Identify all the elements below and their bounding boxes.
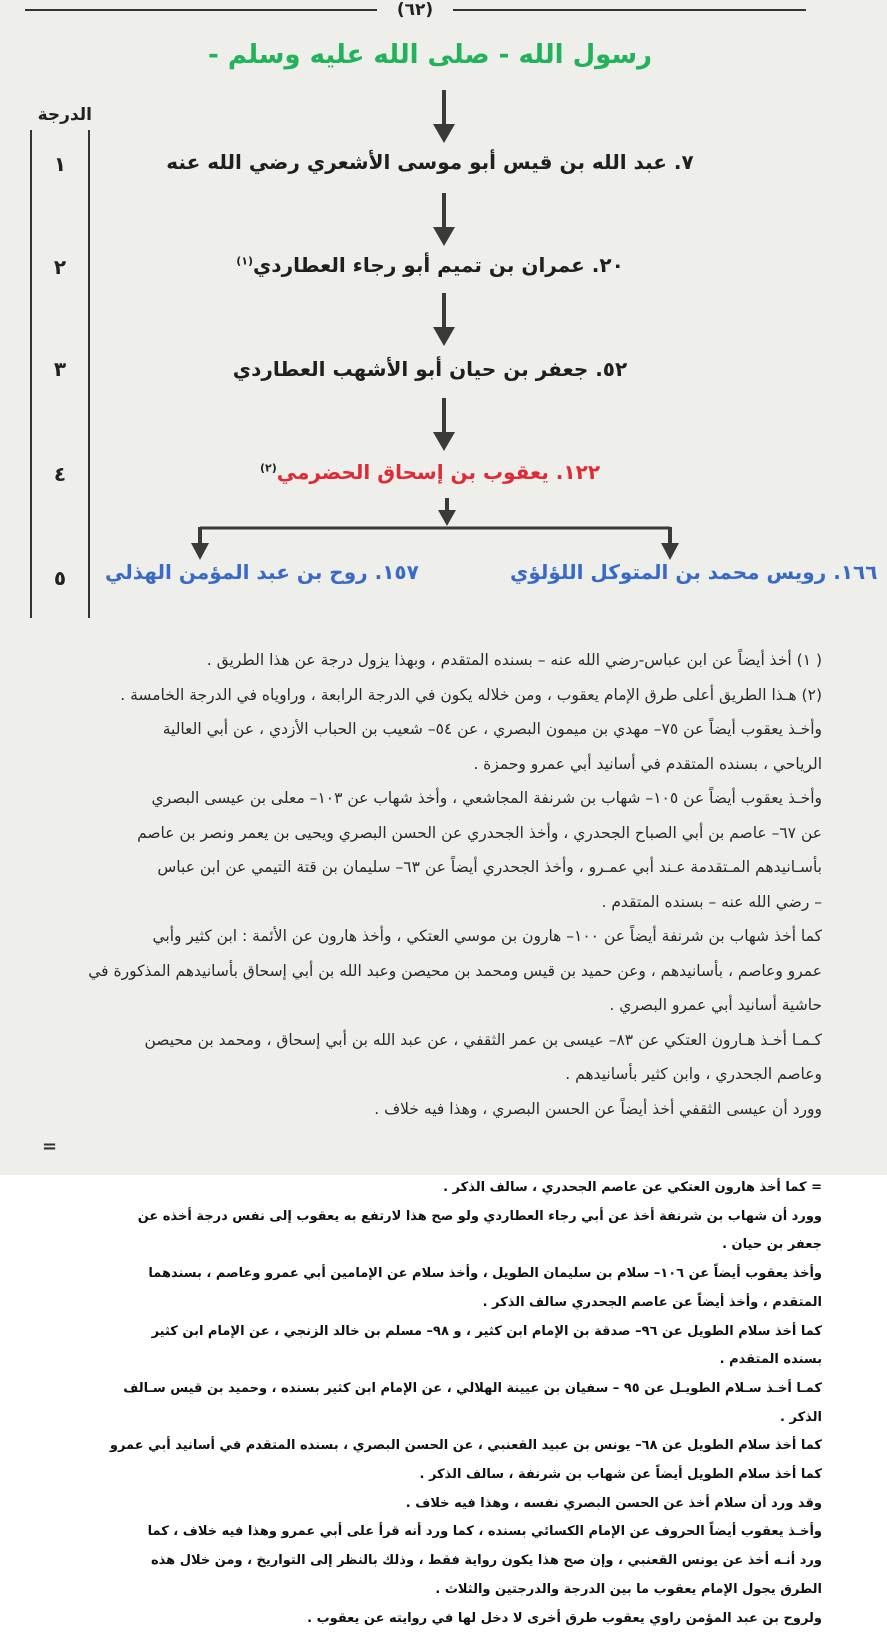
degree-number: ٢ [53,255,67,279]
note-line: (٢) هـذا الطريق أعلى طرق الإمام يعقوب ، ومن خلاله يكون في الدرجة الرابعة ، وراوياه في الدرجة الخامسة . [120,685,822,704]
note-line: وقد ورد أن سلام أخذ عن الحسن البصري نفسه ، وهذا فيه خلاف . [405,1495,822,1511]
note-line: كـمـا أخـذ هـارون العتكي عن ٨٣– عيسى بن عمر الثقفي ، عن عبد الله بن أبي إسحاق ، ومحمد بن محيصن [144,1030,822,1049]
continuation-mark: = [42,1136,58,1157]
degree-column-line [88,130,90,618]
page-number: (٦٢) [396,0,434,20]
note-line: وعاصم الجحدري ، وابن كثير بأسانيدهم . [565,1065,822,1083]
down-arrow-icon [429,398,459,453]
note-line: بسنده المتقدم . [719,1352,822,1368]
degree-number: ٤ [53,462,67,486]
note-line: عمرو وعاصم ، بأسانيدهم ، وعن حميد بن قيس ومحمد بن محيصن وعبد الله بن أبي إسحاق بأسانيدهم المذكورة في [88,961,822,980]
top-rule-right [453,9,806,11]
top-rule-left [25,9,377,11]
branch-left: ١٥٧. روح بن عبد المؤمن الهذلي [105,560,419,584]
note-line: كما أخذ سلام الطويل عن ٦٨– يونس بن عبيد القعنبي ، عن الحسن البصري ، بسنده المتقدم في أسانيد أبي عمرو [109,1438,822,1454]
note-line: = كما أخذ هارون العتكي عن عاصم الجحدري ، سالف الذكر . [443,1180,822,1195]
note-line: المتقدم ، وأخذ أيضاً عن عاصم الجحدري سالف الذكر . [482,1294,822,1310]
note-line: كمـا أخـذ سـلام الطويـل عن ٩٥ – سفيان بن عيينة الهلالي ، عن الإمام ابن كثير بسنده ، وحميد بن قيس سـالف [123,1380,822,1396]
note-line: وورد أن شهاب بن شرنفة أخذ عن أبي رجاء العطاردي ولو صح هذا لارتفع به يعقوب إلى نفس درجة أخذه عن [137,1208,822,1224]
note-line: وأخـذ يعقوب أيضاً عن ١٠٥– شهاب بن شرنفة المجاشعي ، وأخذ شهاب عن ١٠٣– معلى بن عيسى البصري [151,789,822,807]
note-line: جعفر بن حيان . [722,1237,822,1253]
degree-number: ١ [53,152,67,176]
chain-title: رسول الله - صلى الله عليه وسلم - [208,40,652,70]
note-line: الرياحي ، بسنده المتقدم في أسانيد أبي عمرو وحمزة . [473,754,822,773]
branch-right: ١٦٦. رويس محمد بن المتوكل اللؤلؤي [510,560,878,584]
note-line: ورد أنـه أخذ عن يونس القعنبي ، وإن صح هذا يكون رواية فقط ، وذلك بالنظر إلى التواريخ ، ومن خلال هذه [150,1553,822,1569]
chain-node-3: ٥٢. جعفر بن حيان أبو الأشهب العطاردي [232,357,628,381]
footnote-ref: (١) [236,254,253,268]
note-line: عن ٦٧– عاصم بن أبي الصباح الجحدري ، وأخذ الجحدري عن الحسن البصري ويحيى بن يعمر ونصر بن عاصم [137,823,822,842]
note-line: وأخذ يعقوب أيضاً عن ١٠٦– سلام بن سليمان الطويل ، وأخذ سلام عن الإمامين أبي عمرو وعاصم ، بسندهما [148,1266,822,1282]
note-line: وأخـذ يعقوب أيضاً عن ٧٥– مهدي بن ميمون البصري ، عن ٥٤– شعيب بن الحباب الأزدي ، عن أبي العالية [162,720,822,738]
note-line: حاشية أسانيد أبي عمرو البصري . [609,996,822,1014]
chain-node-2: ٢٠. عمران بن تميم أبو رجاء العطاردي$^{(١)}$ [236,253,624,277]
note-line: الطرق يجول الإمام يعقوب ما بين الدرجة والدرجتين والثلاث . [435,1581,822,1597]
note-line: ولروح بن عبد المؤمن راوي يعقوب طرق أخرى لا دخل لها في روايته عن يعقوب . [307,1610,822,1626]
footnotes-top [20,643,822,1126]
down-arrow-icon [429,293,459,348]
note-line: وورد أن عيسى الثقفي أخذ أيضاً عن الحسن البصري ، وهذا فيه خلاف . [374,1099,822,1118]
note-line: – رضي الله عنه – بسنده المتقدم . [601,892,822,911]
down-arrow-icon [429,193,459,248]
note-line: الذكر . [780,1409,822,1425]
footnotes-bottom [20,1174,822,1633]
degree-header: الدرجة [37,105,92,125]
degree-number: ٥ [53,566,67,590]
degree-number: ٣ [53,357,67,381]
branch-connector [180,498,690,563]
down-arrow-icon [429,90,459,145]
chain-node-1: ٧. عبد الله بن قيس أبو موسى الأشعري رضي الله عنه [166,150,694,174]
note-line: وأخـذ يعقوب أيضاً الحروف عن الإمام الكسائي بسنده ، كما ورد أنه قرأ على أبي عمرو وهذا فيه خلاف ، كما [147,1524,822,1540]
note-line: ( ١) أخذ أيضاً عن ابن عباس-رضي الله عنه – بسنده المتقدم ، وبهذا يزول درجة عن هذا الطريق . [206,651,822,669]
footnote-ref: (٢) [259,461,277,475]
note-line: بأسـانيدهم المـتقدمة عـند أبي عمـرو ، وأخذ الجحدري أيضاً عن ٦٣– سليمان بن قتة التيمي عن ابن عباس [157,858,822,876]
note-line: كما أخذ سلام الطويل عن ٩٦– صدقة بن الإمام ابن كثير ، و ٩٨– مسلم بن خالد الزنجي ، عن الإمام ابن كثير [151,1323,822,1339]
note-line: كما أخذ سلام الطويل أيضاً عن شهاب بن شرنفة ، سالف الذكر . [419,1467,822,1483]
chain-node-4: ١٢٢. يعقوب بن إسحاق الحضرمي$^{(٢)}$ [259,460,601,484]
note-line: كما أخذ شهاب بن شرنفة أيضاً عن ١٠٠– هارون بن موسي العتكي ، وأخذ هارون عن الأئمة : ابن كثير وأبي [152,927,822,945]
